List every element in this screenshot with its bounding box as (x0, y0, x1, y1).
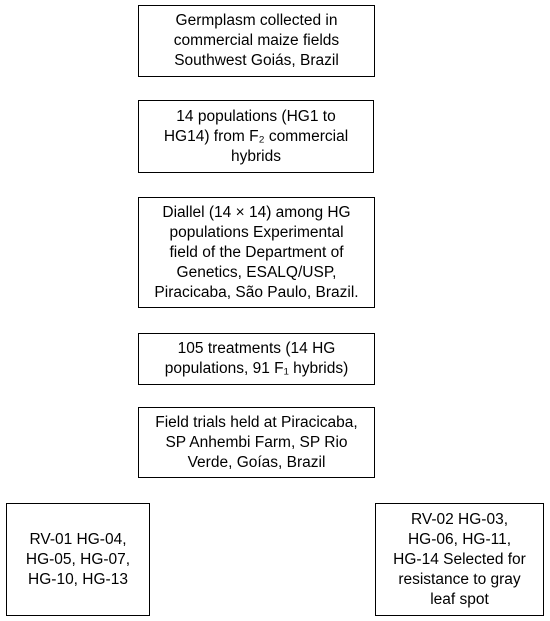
hg-populations-box: 14 populations (HG1 to HG14) from F₂ commercial hybrids (138, 100, 374, 173)
diallel-box: Diallel (14 × 14) among HG populations Experimental field of the Department of Genetics, ESALQ/USP, Piracicaba, São Paulo, Brazil. (138, 197, 375, 308)
field-trials-box: Field trials held at Piracicaba, SP Anhembi Farm, SP Rio Verde, Goías, Brazil (138, 407, 375, 478)
rv01-selection-box: RV-01 HG-04, HG-05, HG-07, HG-10, HG-13 (6, 503, 150, 616)
treatments-box: 105 treatments (14 HG populations, 91 F₁ hybrids) (138, 333, 375, 385)
germplasm-collection-box: Germplasm collected in commercial maize fields Southwest Goiás, Brazil (138, 5, 375, 77)
rv02-selection-box: RV-02 HG-03, HG-06, HG-11, HG-14 Selected for resistance to gray leaf spot (375, 503, 544, 616)
